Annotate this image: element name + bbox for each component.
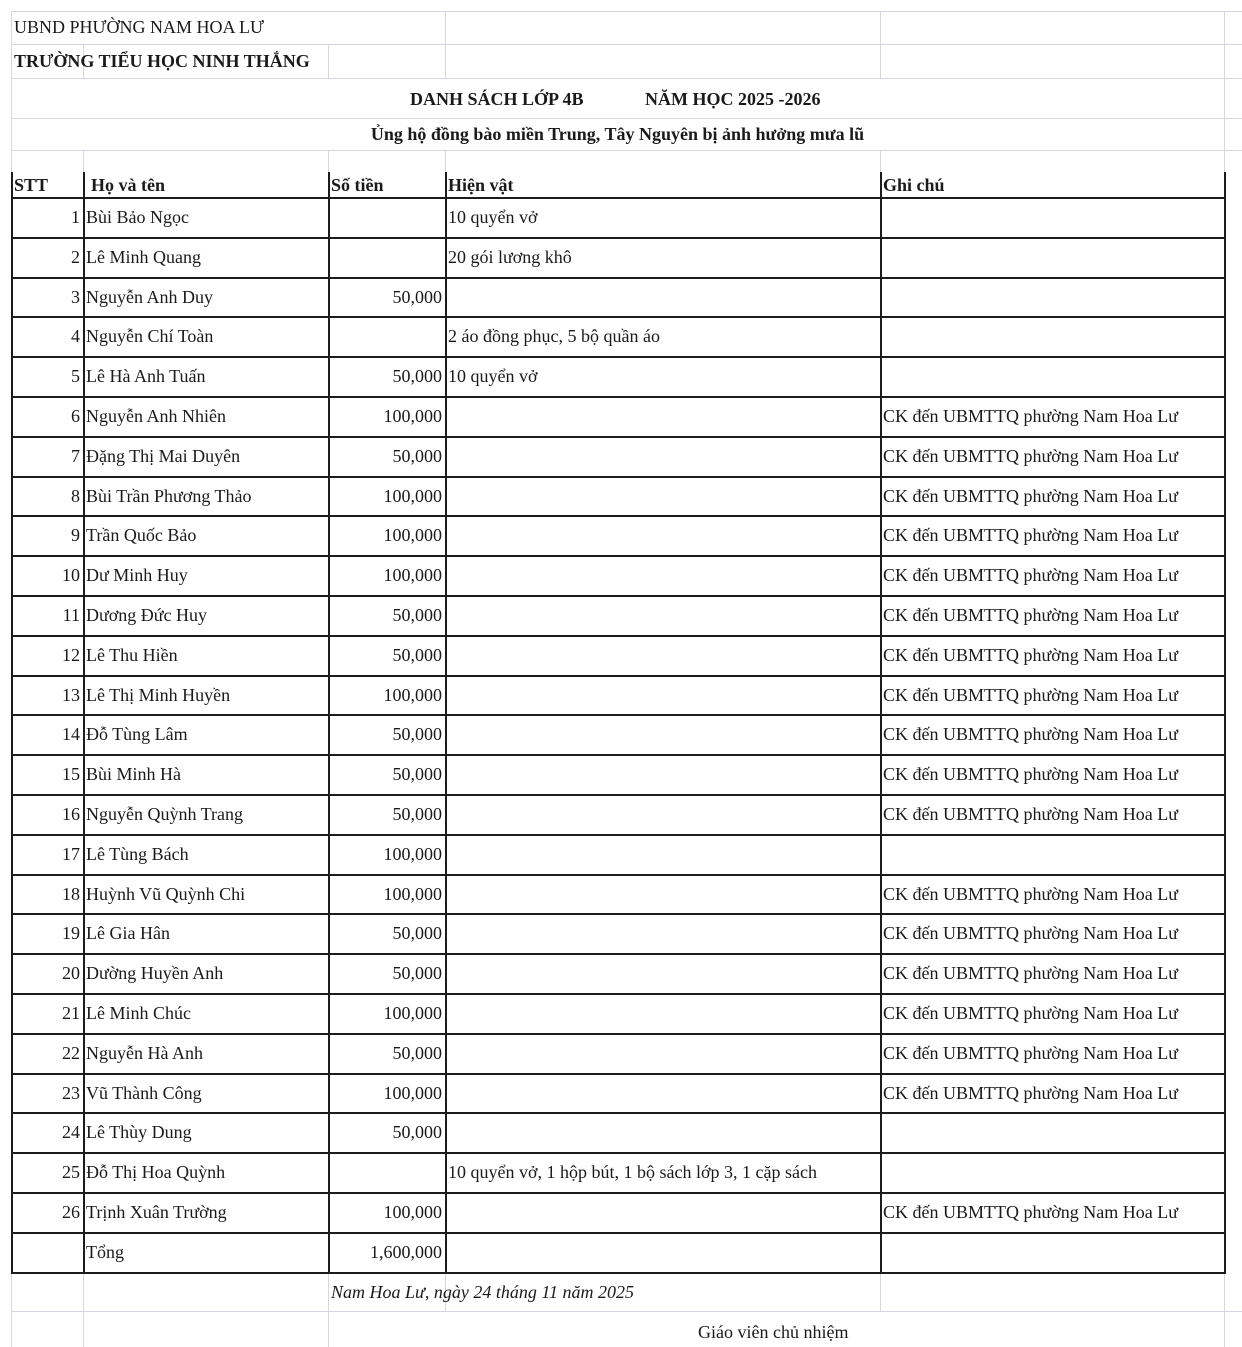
cell-name: Nguyễn Anh Duy bbox=[86, 287, 213, 307]
table-border bbox=[328, 172, 330, 1274]
cell-stt: 3 bbox=[71, 287, 80, 307]
cell-note: CK đến UBMTTQ phường Nam Hoa Lư bbox=[883, 1043, 1178, 1063]
header-stt: STT bbox=[14, 175, 49, 195]
cell-amount: 50,000 bbox=[392, 605, 442, 625]
gridline bbox=[11, 78, 1242, 79]
table-border bbox=[11, 1272, 1226, 1274]
table-border bbox=[11, 356, 1226, 358]
table-border bbox=[11, 197, 1226, 199]
subtitle: Ủng hộ đồng bào miền Trung, Tây Nguyên bị ảnh hưởng mưa lũ bbox=[370, 124, 865, 144]
cell-amount: 50,000 bbox=[392, 764, 442, 784]
cell-amount: 50,000 bbox=[392, 366, 442, 386]
table-border bbox=[11, 1073, 1226, 1075]
cell-stt: 5 bbox=[71, 366, 80, 386]
table-border bbox=[11, 555, 1226, 557]
cell-name: Huỳnh Vũ Quỳnh Chi bbox=[86, 884, 246, 904]
total-amount: 1,600,000 bbox=[370, 1242, 442, 1262]
cell-amount: 100,000 bbox=[383, 1202, 442, 1222]
cell-amount: 50,000 bbox=[392, 963, 442, 983]
cell-amount: 50,000 bbox=[392, 645, 442, 665]
cell-stt: 6 bbox=[71, 406, 80, 426]
cell-items: 20 gói lương khô bbox=[448, 247, 572, 267]
table-border bbox=[11, 476, 1226, 478]
cell-stt: 26 bbox=[62, 1202, 80, 1222]
school-name: TRƯỜNG TIỂU HỌC NINH THẮNG bbox=[14, 51, 310, 71]
header-note: Ghi chú bbox=[883, 175, 945, 195]
cell-stt: 19 bbox=[62, 923, 80, 943]
cell-amount: 50,000 bbox=[392, 446, 442, 466]
table-border bbox=[11, 1033, 1226, 1035]
cell-stt: 2 bbox=[71, 247, 80, 267]
cell-amount: 50,000 bbox=[392, 1122, 442, 1142]
table-border bbox=[880, 172, 882, 1274]
cell-name: Bùi Bảo Ngọc bbox=[86, 207, 189, 227]
cell-name: Bùi Minh Hà bbox=[86, 764, 182, 784]
table-border bbox=[11, 1232, 1226, 1234]
school-year: NĂM HỌC 2025 -2026 bbox=[645, 89, 821, 109]
gridline bbox=[83, 150, 84, 172]
table-border bbox=[11, 1152, 1226, 1154]
cell-name: Dường Huyền Anh bbox=[86, 963, 224, 983]
cell-name: Lê Gia Hân bbox=[86, 923, 170, 943]
cell-amount: 50,000 bbox=[392, 287, 442, 307]
authority-name: UBND PHƯỜNG NAM HOA LƯ bbox=[14, 17, 264, 37]
cell-note: CK đến UBMTTQ phường Nam Hoa Lư bbox=[883, 565, 1178, 585]
cell-note: CK đến UBMTTQ phường Nam Hoa Lư bbox=[883, 525, 1178, 545]
total-label: Tổng bbox=[86, 1242, 124, 1262]
table-border bbox=[11, 436, 1226, 438]
cell-stt: 18 bbox=[62, 884, 80, 904]
cell-name: Nguyễn Hà Anh bbox=[86, 1043, 203, 1063]
cell-stt: 23 bbox=[62, 1083, 80, 1103]
cell-amount: 50,000 bbox=[392, 1043, 442, 1063]
gridline bbox=[328, 1271, 329, 1347]
cell-stt: 11 bbox=[62, 605, 80, 625]
cell-note: CK đến UBMTTQ phường Nam Hoa Lư bbox=[883, 923, 1178, 943]
cell-amount: 50,000 bbox=[392, 804, 442, 824]
cell-name: Dư Minh Huy bbox=[86, 565, 188, 585]
cell-note: CK đến UBMTTQ phường Nam Hoa Lư bbox=[883, 963, 1178, 983]
table-border bbox=[11, 515, 1226, 517]
gridline bbox=[11, 11, 12, 172]
table-border bbox=[11, 794, 1226, 796]
gridline bbox=[11, 1271, 12, 1347]
cell-name: Trần Quốc Bảo bbox=[86, 525, 197, 545]
table-border bbox=[11, 834, 1226, 836]
cell-amount: 100,000 bbox=[383, 884, 442, 904]
cell-amount: 100,000 bbox=[383, 525, 442, 545]
cell-note: CK đến UBMTTQ phường Nam Hoa Lư bbox=[883, 1202, 1178, 1222]
cell-name: Đỗ Tùng Lâm bbox=[86, 724, 188, 744]
cell-amount: 100,000 bbox=[383, 844, 442, 864]
cell-amount: 100,000 bbox=[383, 565, 442, 585]
cell-name: Lê Thị Minh Huyền bbox=[86, 685, 231, 705]
cell-amount: 100,000 bbox=[383, 406, 442, 426]
cell-name: Dương Đức Huy bbox=[86, 605, 208, 625]
cell-name: Nguyễn Anh Nhiên bbox=[86, 406, 226, 426]
table-border bbox=[11, 754, 1226, 756]
table-border bbox=[11, 237, 1226, 239]
table-border bbox=[83, 172, 85, 1274]
cell-note: CK đến UBMTTQ phường Nam Hoa Lư bbox=[883, 804, 1178, 824]
cell-note: CK đến UBMTTQ phường Nam Hoa Lư bbox=[883, 724, 1178, 744]
cell-amount: 100,000 bbox=[383, 486, 442, 506]
cell-note: CK đến UBMTTQ phường Nam Hoa Lư bbox=[883, 685, 1178, 705]
cell-name: Đỗ Thị Hoa Quỳnh bbox=[86, 1162, 226, 1182]
cell-items: 10 quyển vở bbox=[448, 207, 538, 227]
cell-items: 10 quyển vở, 1 hộp bút, 1 bộ sách lớp 3, 1 cặp sách bbox=[448, 1162, 817, 1182]
cell-name: Trịnh Xuân Trường bbox=[86, 1202, 227, 1222]
gridline bbox=[880, 150, 881, 172]
table-border bbox=[11, 396, 1226, 398]
table-border bbox=[11, 277, 1226, 279]
cell-stt: 17 bbox=[62, 844, 80, 864]
table-border bbox=[11, 1192, 1226, 1194]
cell-stt: 25 bbox=[62, 1162, 80, 1182]
cell-note: CK đến UBMTTQ phường Nam Hoa Lư bbox=[883, 1003, 1178, 1023]
cell-stt: 24 bbox=[62, 1122, 80, 1142]
cell-name: Nguyễn Chí Toàn bbox=[86, 326, 214, 346]
table-border bbox=[11, 635, 1226, 637]
gridline bbox=[880, 11, 881, 78]
gridline bbox=[328, 44, 329, 78]
cell-name: Lê Minh Quang bbox=[86, 247, 201, 267]
gridline bbox=[445, 11, 446, 78]
cell-name: Đặng Thị Mai Duyên bbox=[86, 446, 241, 466]
cell-stt: 10 bbox=[62, 565, 80, 585]
cell-amount: 100,000 bbox=[383, 685, 442, 705]
place-date: Nam Hoa Lư, ngày 24 tháng 11 năm 2025 bbox=[331, 1282, 634, 1302]
cell-name: Lê Minh Chúc bbox=[86, 1003, 191, 1023]
cell-stt: 9 bbox=[71, 525, 80, 545]
cell-stt: 13 bbox=[62, 685, 80, 705]
gridline bbox=[11, 11, 1242, 12]
cell-note: CK đến UBMTTQ phường Nam Hoa Lư bbox=[883, 764, 1178, 784]
cell-note: CK đến UBMTTQ phường Nam Hoa Lư bbox=[883, 645, 1178, 665]
cell-stt: 15 bbox=[62, 764, 80, 784]
cell-stt: 4 bbox=[71, 326, 80, 346]
header-name: Họ và tên bbox=[91, 175, 165, 195]
table-border bbox=[11, 1112, 1226, 1114]
gridline bbox=[11, 118, 1242, 119]
gridline bbox=[11, 1311, 1242, 1312]
cell-stt: 22 bbox=[62, 1043, 80, 1063]
cell-amount: 100,000 bbox=[383, 1003, 442, 1023]
cell-stt: 1 bbox=[71, 207, 80, 227]
table-border bbox=[11, 874, 1226, 876]
cell-note: CK đến UBMTTQ phường Nam Hoa Lư bbox=[883, 884, 1178, 904]
signer-title: Giáo viên chủ nhiệm bbox=[698, 1322, 849, 1342]
header-amount: Số tiền bbox=[331, 175, 384, 195]
header-items: Hiện vật bbox=[448, 175, 514, 195]
gridline bbox=[328, 150, 329, 172]
table-border bbox=[445, 172, 447, 1274]
table-border bbox=[11, 595, 1226, 597]
cell-amount: 50,000 bbox=[392, 923, 442, 943]
cell-name: Lê Hà Anh Tuấn bbox=[86, 366, 206, 386]
cell-name: Nguyễn Quỳnh Trang bbox=[86, 804, 244, 824]
table-border bbox=[11, 913, 1226, 915]
list-title: DANH SÁCH LỚP 4B bbox=[410, 89, 584, 109]
cell-stt: 14 bbox=[62, 724, 80, 744]
cell-items: 2 áo đồng phục, 5 bộ quần áo bbox=[448, 326, 660, 346]
cell-amount: 100,000 bbox=[383, 1083, 442, 1103]
cell-stt: 21 bbox=[62, 1003, 80, 1023]
gridline bbox=[880, 1271, 881, 1311]
gridline bbox=[83, 1271, 84, 1347]
cell-name: Lê Thu Hiền bbox=[86, 645, 178, 665]
cell-amount: 50,000 bbox=[392, 724, 442, 744]
gridline bbox=[445, 150, 446, 172]
cell-stt: 16 bbox=[62, 804, 80, 824]
table-border bbox=[1224, 172, 1226, 1274]
cell-note: CK đến UBMTTQ phường Nam Hoa Lư bbox=[883, 605, 1178, 625]
cell-note: CK đến UBMTTQ phường Nam Hoa Lư bbox=[883, 1083, 1178, 1103]
table-border bbox=[11, 316, 1226, 318]
table-border bbox=[11, 714, 1226, 716]
cell-name: Lê Thùy Dung bbox=[86, 1122, 192, 1142]
cell-name: Lê Tùng Bách bbox=[86, 844, 189, 864]
cell-stt: 7 bbox=[71, 446, 80, 466]
cell-items: 10 quyển vở bbox=[448, 366, 538, 386]
cell-note: CK đến UBMTTQ phường Nam Hoa Lư bbox=[883, 486, 1178, 506]
cell-name: Vũ Thành Công bbox=[86, 1083, 202, 1103]
cell-stt: 12 bbox=[62, 645, 80, 665]
cell-note: CK đến UBMTTQ phường Nam Hoa Lư bbox=[883, 446, 1178, 466]
cell-stt: 20 bbox=[62, 963, 80, 983]
table-border bbox=[11, 675, 1226, 677]
cell-name: Bùi Trần Phương Thảo bbox=[86, 486, 252, 506]
gridline bbox=[11, 44, 1242, 45]
table-border bbox=[11, 993, 1226, 995]
gridline bbox=[11, 150, 1242, 151]
table-border bbox=[11, 953, 1226, 955]
cell-stt: 8 bbox=[71, 486, 80, 506]
cell-note: CK đến UBMTTQ phường Nam Hoa Lư bbox=[883, 406, 1178, 426]
